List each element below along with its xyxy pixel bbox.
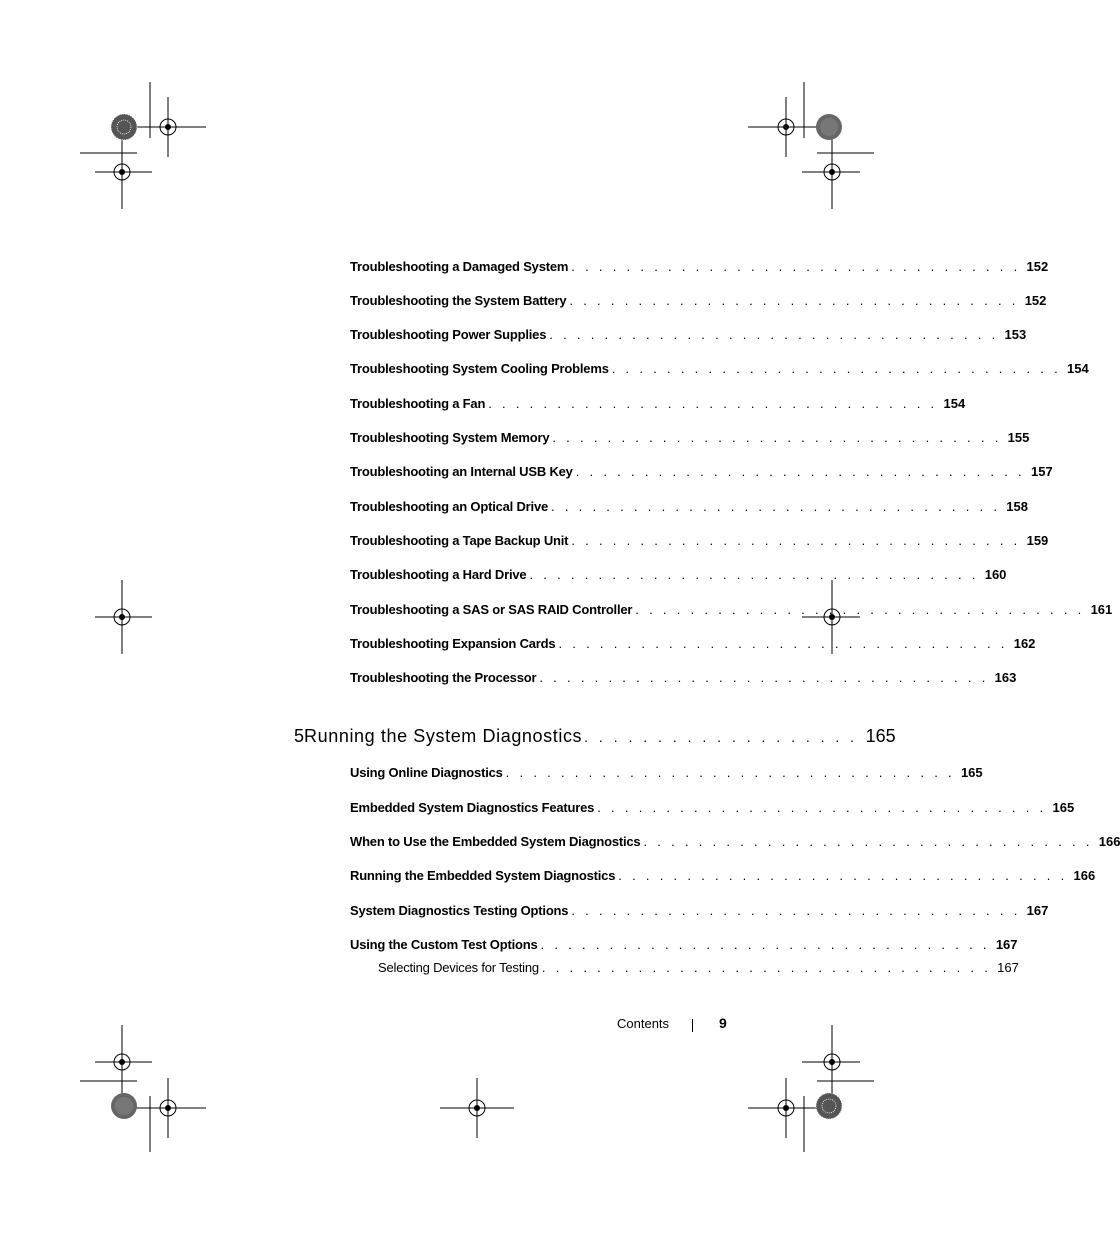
toc-entry-page: 163	[994, 670, 1017, 685]
dot-leader: . . . . . . . . . . . . . . . . . . . . . . . . . . . . . . . . .	[552, 430, 1002, 445]
toc-entry-title: Troubleshooting a Fan	[350, 396, 486, 411]
dot-leader: . . . . . . . . . . . . . . . . . . .	[584, 729, 858, 745]
toc-entry[interactable]	[350, 567, 1007, 587]
dot-leader: . . . . . . . . . . . . . . . . . . . . . . . . . . . . . . . . .	[541, 960, 992, 975]
dot-leader: . . . . . . . . . . . . . . . . . . . . . . . . . . . . . . . . .	[558, 636, 1008, 651]
toc-entry-page: 167	[995, 937, 1018, 952]
toc-entry-title: Embedded System Diagnostics Features	[350, 800, 595, 815]
toc-subentry-page: 167	[997, 960, 1019, 975]
toc-entry[interactable]	[350, 636, 1036, 656]
toc-entry[interactable]	[350, 464, 1053, 484]
dot-leader: . . . . . . . . . . . . . . . . . . . . . . . . . . . . . . . . .	[505, 765, 955, 780]
toc-entry[interactable]	[350, 259, 1049, 279]
toc-entry[interactable]	[350, 602, 1113, 622]
toc-entry-title: Troubleshooting the Processor	[350, 670, 537, 685]
toc-entry-page: 153	[1004, 327, 1027, 342]
chapter-heading[interactable]	[294, 726, 896, 750]
dot-leader: . . . . . . . . . . . . . . . . . . . . . . . . . . . . . . . . .	[529, 567, 979, 582]
toc-entry-title: System Diagnostics Testing Options	[350, 903, 569, 918]
toc-entry-title: When to Use the Embedded System Diagnostics	[350, 834, 641, 849]
toc-entry-title: Troubleshooting an Internal USB Key	[350, 464, 573, 479]
toc-entry-page: 167	[1026, 903, 1049, 918]
toc-entry[interactable]	[350, 430, 1030, 450]
chapter-title: Running the System Diagnostics	[304, 726, 583, 746]
dot-leader: . . . . . . . . . . . . . . . . . . . . . . . . . . . . . . . . .	[635, 602, 1085, 617]
dot-leader: . . . . . . . . . . . . . . . . . . . . . . . . . . . . . . . . .	[643, 834, 1093, 849]
toc-entry[interactable]	[350, 834, 1120, 854]
toc-entry-title: Troubleshooting System Cooling Problems	[350, 361, 609, 376]
toc-entry[interactable]	[350, 533, 1049, 553]
chapter-number: 5	[294, 726, 305, 746]
dot-leader: . . . . . . . . . . . . . . . . . . . . . . . . . . . . . . . . .	[539, 670, 989, 685]
dot-leader: . . . . . . . . . . . . . . . . . . . . . . . . . . . . . . . . .	[571, 533, 1021, 548]
toc-entry-page: 154	[943, 396, 966, 411]
toc-entry[interactable]	[350, 361, 1089, 381]
dot-leader: . . . . . . . . . . . . . . . . . . . . . . . . . . . . . . . . .	[575, 464, 1025, 479]
toc-entry-page: 161	[1090, 602, 1113, 617]
toc-entry-page: 166	[1073, 868, 1096, 883]
toc-entry-page: 159	[1026, 533, 1049, 548]
toc-entry-title: Using Online Diagnostics	[350, 765, 503, 780]
toc-entry-title: Troubleshooting a Tape Backup Unit	[350, 533, 569, 548]
chapter-page: 165	[865, 726, 896, 746]
toc-entry-title: Troubleshooting the System Battery	[350, 293, 567, 308]
toc-entry-page: 165	[1052, 800, 1075, 815]
dot-leader: . . . . . . . . . . . . . . . . . . . . . . . . . . . . . . . . .	[597, 800, 1047, 815]
dot-leader: . . . . . . . . . . . . . . . . . . . . . . . . . . . . . . . . .	[569, 293, 1019, 308]
toc-entry-title: Troubleshooting a Damaged System	[350, 259, 569, 274]
toc-entry-page: 162	[1013, 636, 1036, 651]
dot-leader: . . . . . . . . . . . . . . . . . . . . . . . . . . . . . . . . .	[551, 499, 1001, 514]
dot-leader: . . . . . . . . . . . . . . . . . . . . . . . . . . . . . . . . .	[611, 361, 1062, 376]
toc-entry[interactable]	[350, 499, 1028, 519]
toc-entry-title: Troubleshooting an Optical Drive	[350, 499, 549, 514]
toc-entry-page: 158	[1006, 499, 1028, 514]
toc-entry-page: 152	[1026, 259, 1049, 274]
footer-divider	[692, 1019, 693, 1032]
toc-entry[interactable]	[350, 670, 1017, 690]
toc-subentry-title: Selecting Devices for Testing	[378, 960, 539, 975]
toc-subentry[interactable]	[378, 960, 1019, 980]
toc-entry-title: Running the Embedded System Diagnostics	[350, 868, 616, 883]
dot-leader: . . . . . . . . . . . . . . . . . . . . . . . . . . . . . . . . .	[549, 327, 999, 342]
toc-entry-title: Troubleshooting a Hard Drive	[350, 567, 527, 582]
toc-entry-page: 152	[1024, 293, 1047, 308]
toc-entry-page: 157	[1030, 464, 1053, 479]
toc-entry[interactable]	[350, 868, 1096, 888]
toc-entry-title: Using the Custom Test Options	[350, 937, 538, 952]
dot-leader: . . . . . . . . . . . . . . . . . . . . . . . . . . . . . . . . .	[618, 868, 1068, 883]
toc-entry-page: 166	[1098, 834, 1120, 849]
toc-entry-title: Troubleshooting System Memory	[350, 430, 550, 445]
toc-entry-page: 165	[960, 765, 983, 780]
toc-entry-page: 155	[1007, 430, 1030, 445]
toc-entry[interactable]	[350, 396, 966, 416]
dot-leader: . . . . . . . . . . . . . . . . . . . . . . . . . . . . . . . . .	[571, 903, 1021, 918]
toc-entry[interactable]	[350, 937, 1018, 957]
toc-entry-title: Troubleshooting Expansion Cards	[350, 636, 556, 651]
dot-leader: . . . . . . . . . . . . . . . . . . . . . . . . . . . . . . . . .	[571, 259, 1021, 274]
footer-page-number: 9	[719, 1015, 727, 1031]
toc-entry[interactable]	[350, 800, 1075, 820]
toc-entry-page: 154	[1067, 361, 1089, 376]
dot-leader: . . . . . . . . . . . . . . . . . . . . . . . . . . . . . . . . .	[540, 937, 990, 952]
toc-entry[interactable]	[350, 293, 1047, 313]
toc-entry[interactable]	[350, 903, 1049, 923]
toc-entry[interactable]	[350, 765, 983, 785]
dot-leader: . . . . . . . . . . . . . . . . . . . . . . . . . . . . . . . . .	[488, 396, 938, 411]
toc-entry-title: Troubleshooting Power Supplies	[350, 327, 547, 342]
toc-entry[interactable]	[350, 327, 1027, 347]
toc-entry-title: Troubleshooting a SAS or SAS RAID Controller	[350, 602, 633, 617]
toc-entry-page: 160	[984, 567, 1007, 582]
footer-section-label: Contents	[617, 1016, 670, 1031]
